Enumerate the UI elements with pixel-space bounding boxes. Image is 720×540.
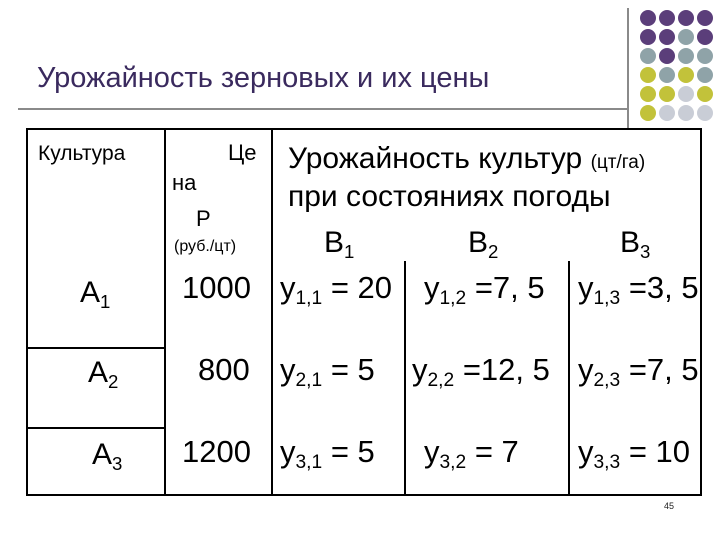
dot <box>659 105 675 121</box>
culture-a3 <box>92 438 122 472</box>
weather-header-2 <box>468 226 498 260</box>
culture-index: 3 <box>112 452 123 474</box>
weather-index: 2 <box>488 240 499 262</box>
yield-symbol: у <box>280 352 296 387</box>
yield-symbol: у <box>578 434 594 469</box>
header-yield-line2: при состояниях погоды <box>288 180 611 213</box>
dot <box>659 10 675 26</box>
yield-3-1 <box>280 434 375 474</box>
header-price-line1: Це <box>228 140 257 165</box>
dot <box>659 86 675 102</box>
title-underline <box>18 108 628 110</box>
yield-index: 1,1 <box>295 288 323 310</box>
yield-symbol: у <box>280 434 296 469</box>
culture-a1 <box>80 276 110 310</box>
yield-value: = 10 <box>620 434 691 469</box>
yield-value: =7, 5 <box>620 352 699 387</box>
weather-letter: В <box>468 226 489 259</box>
yield-2-3 <box>578 352 699 392</box>
yield-symbol: у <box>280 270 296 305</box>
weather-index: 1 <box>344 240 355 262</box>
price-a3: 1200 <box>182 434 251 469</box>
dot <box>678 10 694 26</box>
dot <box>697 10 713 26</box>
header-yield-unit: (цт/га) <box>590 152 646 173</box>
column-divider <box>271 130 273 494</box>
yield-symbol: у <box>578 352 594 387</box>
yield-index: 3,3 <box>593 452 621 474</box>
dot <box>697 105 713 121</box>
header-yield-line1 <box>288 142 645 176</box>
row-divider <box>28 427 164 429</box>
dot <box>678 29 694 45</box>
dot <box>640 86 656 102</box>
culture-index: 1 <box>100 290 111 312</box>
dot <box>640 10 656 26</box>
dot <box>659 48 675 64</box>
yield-value: =3, 5 <box>620 270 699 305</box>
yield-1-2 <box>424 270 545 310</box>
culture-letter: А <box>88 356 109 389</box>
yield-2-1 <box>280 352 375 392</box>
yield-value: = 5 <box>322 434 375 469</box>
header-price-unit: (руб./цт) <box>174 238 237 255</box>
yield-value: =7, 5 <box>466 270 545 305</box>
yield-1-1 <box>280 270 393 310</box>
price-a2: 800 <box>198 352 250 387</box>
yield-3-2 <box>424 434 519 474</box>
dot <box>678 86 694 102</box>
column-divider <box>164 130 166 494</box>
dot <box>640 48 656 64</box>
slide-title: Урожайность зерновых и их цены <box>37 62 490 94</box>
yield-index: 2,2 <box>427 370 455 392</box>
dot <box>659 67 675 83</box>
yield-value: =12, 5 <box>454 352 550 387</box>
yield-price-table <box>26 128 702 496</box>
weather-letter: В <box>324 226 345 259</box>
weather-letter: В <box>620 226 641 259</box>
dot <box>697 29 713 45</box>
yield-symbol: у <box>424 270 440 305</box>
yield-value: = 5 <box>322 352 375 387</box>
column-divider <box>404 261 406 494</box>
yield-value: = 20 <box>322 270 393 305</box>
yield-index: 2,3 <box>593 370 621 392</box>
column-divider <box>568 261 570 494</box>
yield-index: 1,2 <box>439 288 467 310</box>
culture-index: 2 <box>108 370 119 392</box>
yield-index: 3,2 <box>439 452 467 474</box>
yield-value: = 7 <box>466 434 519 469</box>
dot <box>678 67 694 83</box>
dot <box>697 67 713 83</box>
yield-2-2 <box>412 352 550 392</box>
dot <box>640 67 656 83</box>
yield-index: 2,1 <box>295 370 323 392</box>
dot <box>678 48 694 64</box>
dot <box>678 105 694 121</box>
header-price-line3: Р <box>196 206 211 231</box>
weather-index: 3 <box>640 240 651 262</box>
header-price-line2: на <box>172 170 197 195</box>
yield-symbol: у <box>578 270 594 305</box>
culture-a2 <box>88 356 118 390</box>
yield-symbol: у <box>424 434 440 469</box>
row-divider <box>28 347 164 349</box>
decorative-vertical-line <box>627 8 629 130</box>
price-a1: 1000 <box>182 270 251 305</box>
dot <box>659 29 675 45</box>
culture-letter: А <box>92 438 113 471</box>
header-yield-title: Урожайность культур <box>288 142 583 175</box>
header-culture: Культура <box>38 142 126 165</box>
yield-symbol: у <box>412 352 428 387</box>
weather-header-3 <box>620 226 650 260</box>
yield-index: 1,3 <box>593 288 621 310</box>
dot <box>640 29 656 45</box>
page-number: 45 <box>664 501 675 511</box>
dot <box>697 86 713 102</box>
dot <box>640 105 656 121</box>
culture-letter: А <box>80 276 101 309</box>
yield-index: 3,1 <box>295 452 323 474</box>
weather-header-1 <box>324 226 354 260</box>
dot <box>697 48 713 64</box>
yield-3-3 <box>578 434 691 474</box>
yield-1-3 <box>578 270 699 310</box>
